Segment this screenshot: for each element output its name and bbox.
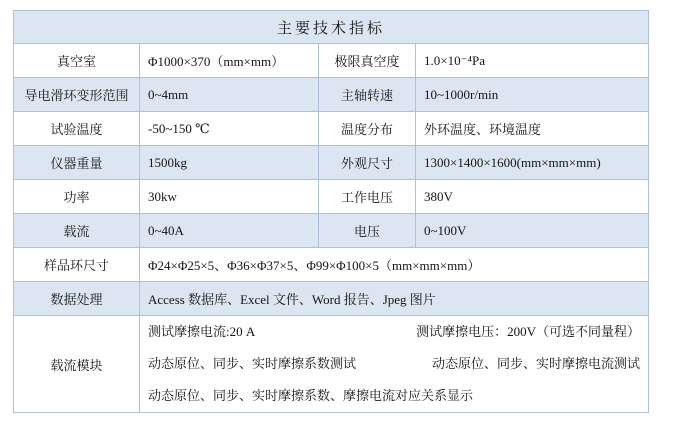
table-row xyxy=(14,78,649,112)
spec-value-cell: 30kw xyxy=(140,180,319,214)
module-friction-current-test: 动态原位、同步、实时摩擦电流测试 xyxy=(432,356,641,371)
spec-label-cell: 极限真空度 xyxy=(319,44,416,78)
module-relation-display: 动态原位、同步、实时摩擦系数、摩擦电流对应关系显示 xyxy=(148,388,474,403)
table-row xyxy=(14,112,649,146)
spec-value-cell: 1300×1400×1600(mm×mm×mm) xyxy=(416,146,649,180)
module-test-current: 测试摩擦电流:20 A xyxy=(148,324,256,339)
table-row xyxy=(14,282,649,316)
spec-value-cell: Φ24×Φ25×5、Φ36×Φ37×5、Φ99×Φ100×5（mm×mm×mm） xyxy=(140,248,649,282)
spec-label-cell: 工作电压 xyxy=(319,180,416,214)
spec-table xyxy=(13,10,649,413)
table-row xyxy=(14,248,649,282)
spec-value-cell: 0~100V xyxy=(416,214,649,248)
spec-label-cell: 温度分布 xyxy=(319,112,416,146)
spec-value-cell: Φ1000×370（mm×mm） xyxy=(140,44,319,78)
spec-label-cell: 导电滑环变形范围 xyxy=(14,78,140,112)
spec-value-cell: 1.0×10⁻⁴Pa xyxy=(416,44,649,78)
table-row xyxy=(14,146,649,180)
spec-value-cell: 外环温度、环境温度 xyxy=(416,112,649,146)
module-line-3 xyxy=(148,380,640,412)
spec-value-cell: -50~150 ℃ xyxy=(140,112,319,146)
spec-label-cell: 主轴转速 xyxy=(319,78,416,112)
spec-label-cell: 电压 xyxy=(319,214,416,248)
table-row xyxy=(14,214,649,248)
module-friction-coeff-test: 动态原位、同步、实时摩擦系数测试 xyxy=(148,356,357,371)
spec-value-cell: 380V xyxy=(416,180,649,214)
spec-label-cell: 外观尺寸 xyxy=(319,146,416,180)
spec-value-cell: 0~4mm xyxy=(140,78,319,112)
module-line-1 xyxy=(148,316,640,348)
module-detail-cell xyxy=(140,316,649,413)
spec-label-cell: 真空室 xyxy=(14,44,140,78)
spec-value-cell: Access 数据库、Excel 文件、Word 报告、Jpeg 图片 xyxy=(140,282,649,316)
table-row xyxy=(14,11,649,44)
table-title: 主要技术指标 xyxy=(14,11,649,44)
table-row xyxy=(14,316,649,413)
module-test-voltage: 测试摩擦电压：200V（可选不同量程） xyxy=(416,324,641,339)
spec-label-cell: 载流模块 xyxy=(14,316,140,413)
spec-label-cell: 样品环尺寸 xyxy=(14,248,140,282)
spec-label-cell: 数据处理 xyxy=(14,282,140,316)
spec-value-cell: 0~40A xyxy=(140,214,319,248)
spec-label-cell: 仪器重量 xyxy=(14,146,140,180)
spec-value-cell: 1500kg xyxy=(140,146,319,180)
table-row xyxy=(14,44,649,78)
spec-label-cell: 试验温度 xyxy=(14,112,140,146)
table-row xyxy=(14,180,649,214)
module-line-2 xyxy=(148,348,640,380)
spec-label-cell: 功率 xyxy=(14,180,140,214)
spec-value-cell: 10~1000r/min xyxy=(416,78,649,112)
spec-label-cell: 载流 xyxy=(14,214,140,248)
